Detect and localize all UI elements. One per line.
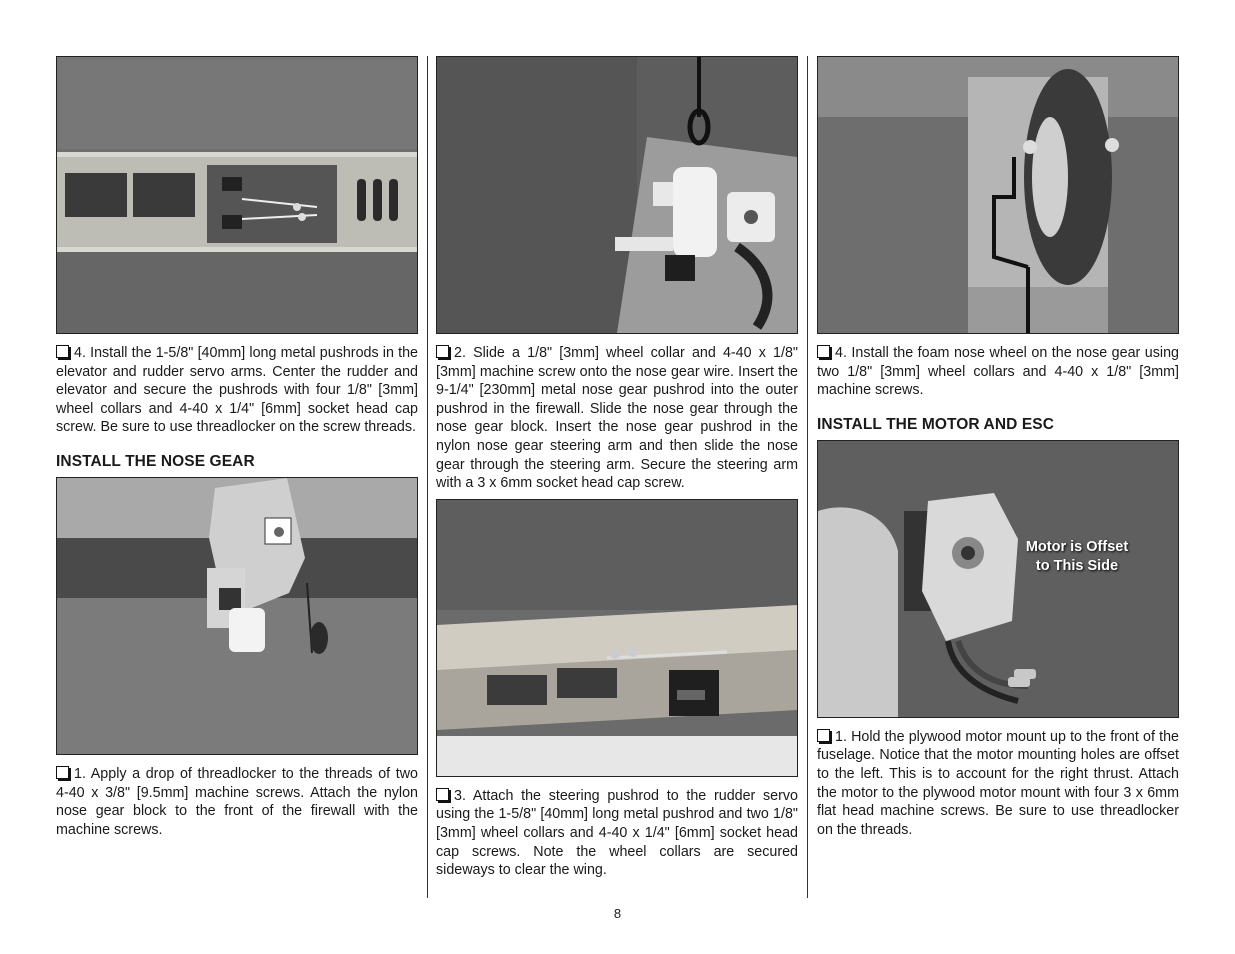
section-heading-nose-gear: INSTALL THE NOSE GEAR bbox=[56, 452, 255, 470]
step-install-foam-wheel: 4. Install the foam nose wheel on the nose gear using two 1/8" [3mm] wheel collars and 4-40 x 1/8" [3mm] machine screws. bbox=[817, 345, 1179, 399]
step-hold-motor-mount: 1. Hold the plywood motor mount up to the front of the fuselage. Notice that the motor mounting holes are offset to the left. This is to account for the right thrust. Attach the motor to the plywood motor mount with four 3 x 6mm flat head machine screws. Be sure to use threadlocker on the threads. bbox=[817, 728, 1179, 838]
photo-nose-gear-steering-arm bbox=[436, 56, 798, 334]
photo-annotation: Motor is Offset to This Side bbox=[1025, 538, 1129, 574]
checkbox-icon[interactable] bbox=[56, 345, 69, 358]
step-install-nose-gear: 2. Slide a 1/8" [3mm] wheel collar and 4-40 x 1/8" [3mm] machine screw onto the nose gear wire. Insert the 9-1/4" [230mm] metal nose gear pushrod into the outer pushrod in the firewall. Slide the nose gear through the nose gear block. Insert the nose gear pushrod in the nylon nose gear steering arm and then slide the nose gear through the steering arm. Secure the steering arm with a 3 x 6mm socket head cap screw. bbox=[436, 345, 798, 492]
checkbox-icon[interactable] bbox=[436, 345, 449, 358]
column-divider bbox=[427, 56, 428, 898]
checkbox-icon[interactable] bbox=[56, 766, 69, 779]
checkbox-icon[interactable] bbox=[436, 788, 449, 801]
left-column bbox=[56, 56, 418, 839]
checkbox-icon[interactable] bbox=[817, 345, 830, 358]
photo-steering-pushrod bbox=[436, 499, 798, 777]
photo-foam-nose-wheel bbox=[817, 56, 1179, 334]
step-install-pushrods: 4. Install the 1-5/8" [40mm] long metal pushrods in the elevator and rudder servo arms. Center the rudder and elevator and secure the pushrods with four 1/8" [3mm] wheel collars and 4-40 x 1/4" [6mm] socket head cap screw. Be sure to use threadlocker on the screw threads. bbox=[56, 345, 418, 436]
page-number: 8 bbox=[613, 906, 622, 921]
photo-nose-gear-block bbox=[56, 477, 418, 755]
step-attach-nose-gear-block: 1. Apply a drop of threadlocker to the threads of two 4-40 x 3/8" [9.5mm] machine screws. Attach the nylon nose gear block to the front of the firewall with the machine screws. bbox=[56, 765, 418, 838]
photo-servo-pushrods bbox=[56, 56, 418, 334]
section-heading-motor-esc: INSTALL THE MOTOR AND ESC bbox=[817, 415, 1055, 433]
photo-motor-mount bbox=[817, 440, 1179, 718]
column-divider bbox=[807, 56, 808, 898]
middle-column bbox=[436, 56, 798, 880]
checkbox-icon[interactable] bbox=[817, 729, 830, 742]
step-attach-steering-pushrod: 3. Attach the steering pushrod to the rudder servo using the 1-5/8" [40mm] long metal pushrod and two 1/8" [3mm] wheel collars and 4-40 x 1/4" [6mm] socket head cap screws. Note the wheel collars are secured sideways to clear the wing. bbox=[436, 787, 798, 879]
right-column bbox=[817, 56, 1179, 839]
